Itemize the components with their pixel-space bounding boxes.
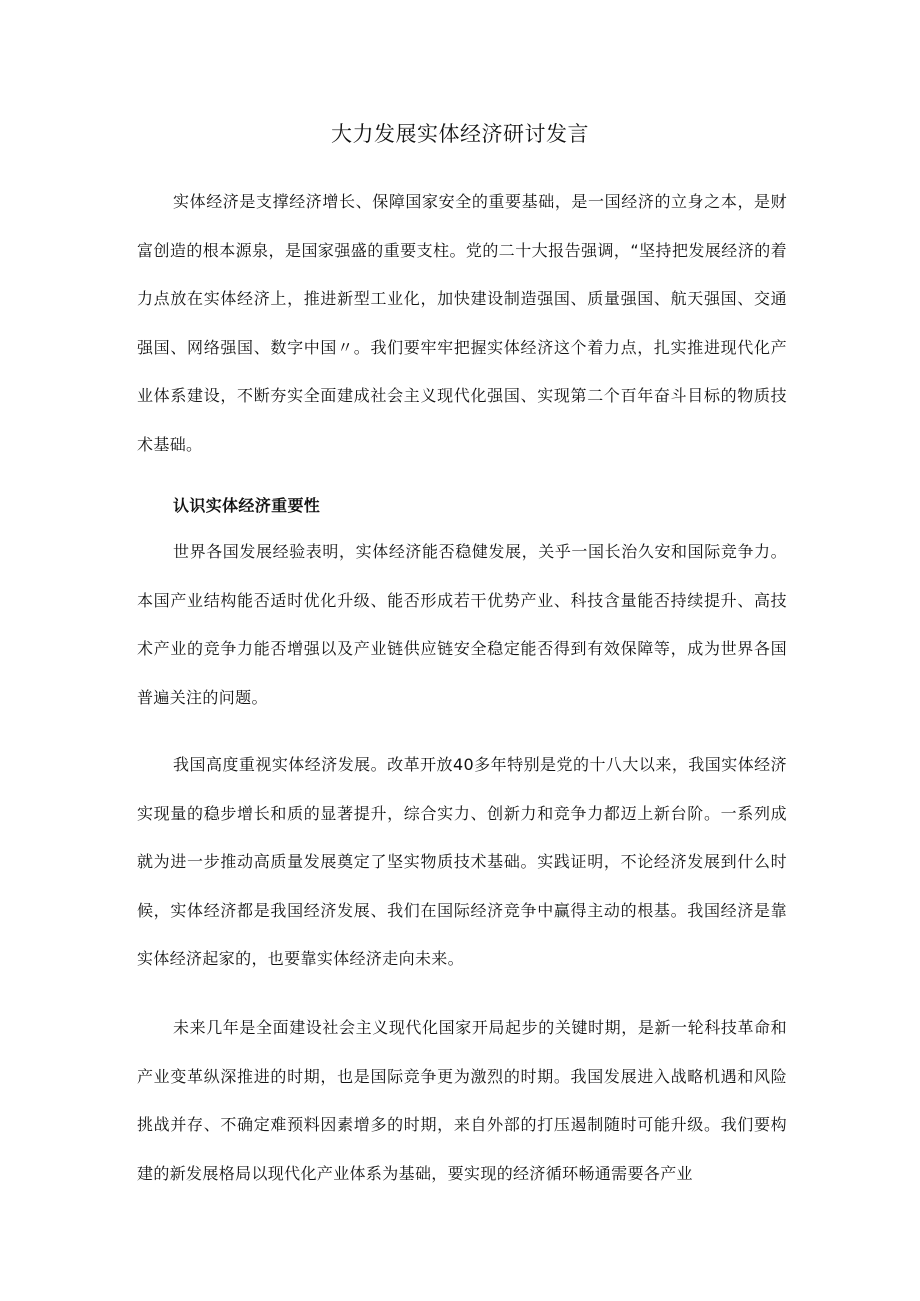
paragraph-world-experience: 世界各国发展经验表明，实体经济能否稳健发展，关乎一国长治久安和国际竞争力。本国产业结构能否适时优化升级、能否形成若干优势产业、科技含量能否持续提升、高技术产业的竞争力能否增强以及产业链供应链安全稳定能否得到有效保障等，成为世界各国普遍关注的问题。 xyxy=(137,542,787,707)
paragraph-china-development: 我国高度重视实体经济发展。改革开放40多年特别是党的十八大以来，我国实体经济实现量的稳步增长和质的显著提升，综合实力、创新力和竞争力都迈上新台阶。一系列成就为进一步推动高质量发展奠定了坚实物质技术基础。实践证明，不论经济发展到什么时候，实体经济都是我国经济发展、我们在国际经济竞争中赢得主动的根基。我国经济是靠实体经济起家的，也要靠实体经济走向未来。 xyxy=(137,755,787,968)
section-heading: 认识实体经济重要性 xyxy=(173,496,321,515)
paragraph-future-years: 未来几年是全面建设社会主义现代化国家开局起步的关键时期，是新一轮科技革命和产业变革纵深推进的时期，也是国际竞争更为激烈的时期。我国发展进入战略机遇和风险挑战并存、不确定难预料因素增多的时期，来自外部的打压遏制随时可能升级。我们要构建的新发展格局以现代化产业体系为基础，要实现的经济循环畅通需要各产业 xyxy=(137,1018,787,1183)
document-title: 大力发展实体经济研讨发言 xyxy=(331,122,589,146)
paragraph-intro: 实体经济是支撑经济增长、保障国家安全的重要基础，是一国经济的立身之本，是财富创造的根本源泉，是国家强盛的重要支柱。党的二十大报告强调，“坚持把发展经济的着力点放在实体经济上，推进新型工业化，加快建设制造强国、质量强国、航天强国、交通强国、网络强国、数字中国〃。我们要牢牢把握实体经济这个着力点，扎实推进现代化产业体系建设，不断夯实全面建成社会主义现代化强国、实现第二个百年奋斗目标的物质技术基础。 xyxy=(137,192,787,454)
